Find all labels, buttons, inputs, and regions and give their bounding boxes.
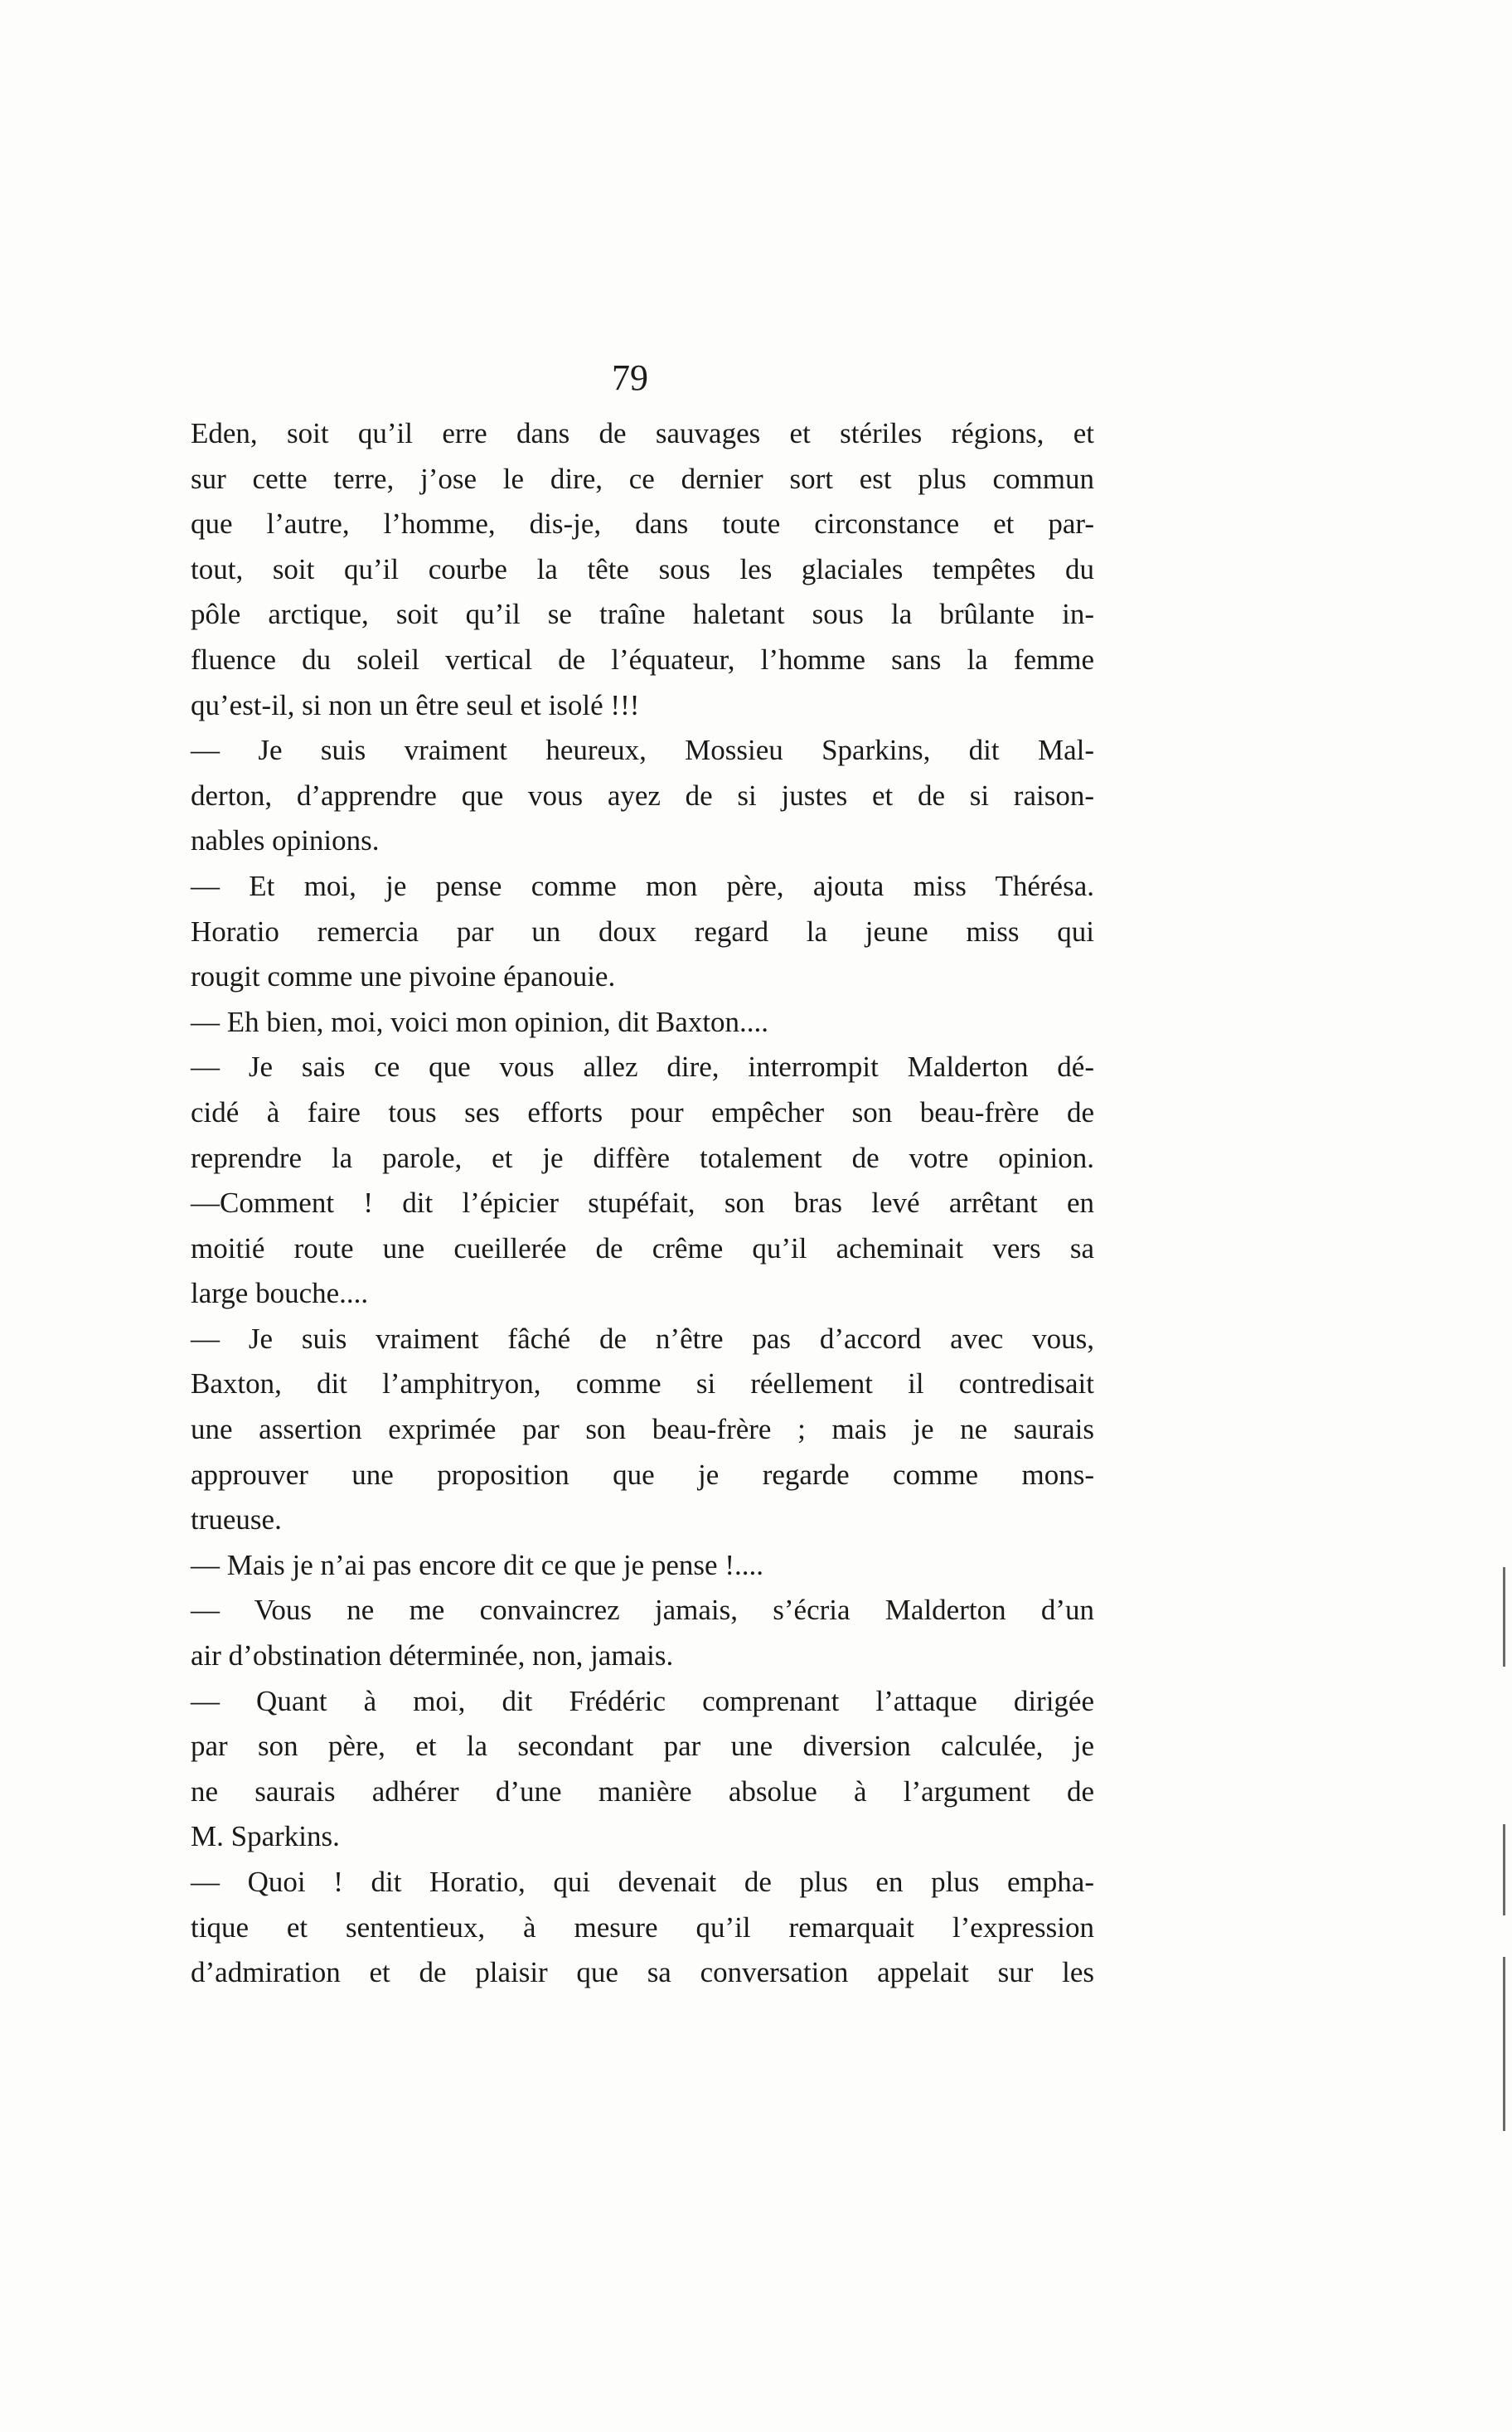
text-line: — Et moi, je pense comme mon père, ajouta miss Thérésa. [191,869,1094,902]
text-line: M. Sparkins. [191,1820,340,1853]
text-line: — Eh bien, moi, voici mon opinion, dit Baxton.... [191,1005,769,1038]
text-line: pôle arctique, soit qu’il se traîne haletant sous la brûlante in- [191,598,1094,631]
text-line: tout, soit qu’il courbe la tête sous les glaciales tempêtes du [191,552,1094,585]
text-line: rougit comme une pivoine épanouie. [191,960,616,993]
text-line: — Mais je n’ai pas encore dit ce que je pense !.... [191,1548,763,1581]
text-line: Horatio remercia par un doux regard la jeune miss qui [191,915,1094,948]
text-line: nables opinions. [191,824,380,857]
body-text [191,411,1094,1996]
scan-edge-line [1503,1957,1505,2131]
text-line: large bouche.... [191,1277,369,1310]
text-line: qu’est-il, si non un être seul et isolé !!! [191,688,640,721]
text-line: — Quant à moi, dit Frédéric comprenant l’attaque dirigée [191,1684,1094,1717]
text-line: — Je suis vraiment heureux, Mossieu Sparkins, dit Mal- [191,734,1094,767]
text-line: Eden, soit qu’il erre dans de sauvages et stériles régions, et [191,417,1094,449]
scan-edge-line [1503,1567,1505,1667]
text-line: air d’obstination déterminée, non, jamais. [191,1639,674,1672]
text-line: reprendre la parole, et je diffère totalement de votre opinion. [191,1141,1094,1174]
text-line: que l’autre, l’homme, dis-je, dans toute circonstance et par- [191,507,1094,541]
text-line: approuver une proposition que je regarde comme mons- [191,1458,1094,1491]
text-line: par son père, et la secondant par une diversion calculée, je [191,1730,1094,1763]
text-line: sur cette terre, j’ose le dire, ce dernier sort est plus commun [191,462,1094,495]
text-line: fluence du soleil vertical de l’équateur, l’homme sans la femme [191,643,1094,676]
text-line: une assertion exprimée par son beau-frère ; mais je ne saurais [191,1413,1094,1446]
text-line: — Je sais ce que vous allez dire, interrompit Malderton dé- [191,1051,1094,1084]
text-line: d’admiration et de plaisir que sa conversation appelait sur les [191,1956,1094,1989]
scan-edge-line [1503,1824,1505,1915]
text-line: ne saurais adhérer d’une manière absolue à l’argument de [191,1774,1094,1808]
text-line: derton, d’apprendre que vous ayez de si justes et de si raison- [191,779,1094,812]
page-number: 79 [612,357,648,398]
text-line: — Quoi ! dit Horatio, qui devenait de plus en plus empha- [191,1866,1094,1898]
text-line: cidé à faire tous ses efforts pour empêcher son beau-frère de [191,1095,1094,1129]
text-line: tique et sententieux, à mesure qu’il remarquait l’expression [191,1910,1094,1944]
text-line: moitié route une cueillerée de crême qu’il acheminait vers sa [191,1231,1094,1265]
text-line: — Je suis vraiment fâché de n’être pas d’accord avec vous, [191,1322,1094,1355]
text-line: — Vous ne me convaincrez jamais, s’écria Malderton d’un [191,1594,1094,1627]
text-line: trueuse. [191,1503,282,1536]
text-line: Baxton, dit l’amphitryon, comme si réellement il contredisait [191,1367,1094,1400]
text-line: —Comment ! dit l’épicier stupéfait, son bras levé arrêtant en [191,1187,1094,1220]
